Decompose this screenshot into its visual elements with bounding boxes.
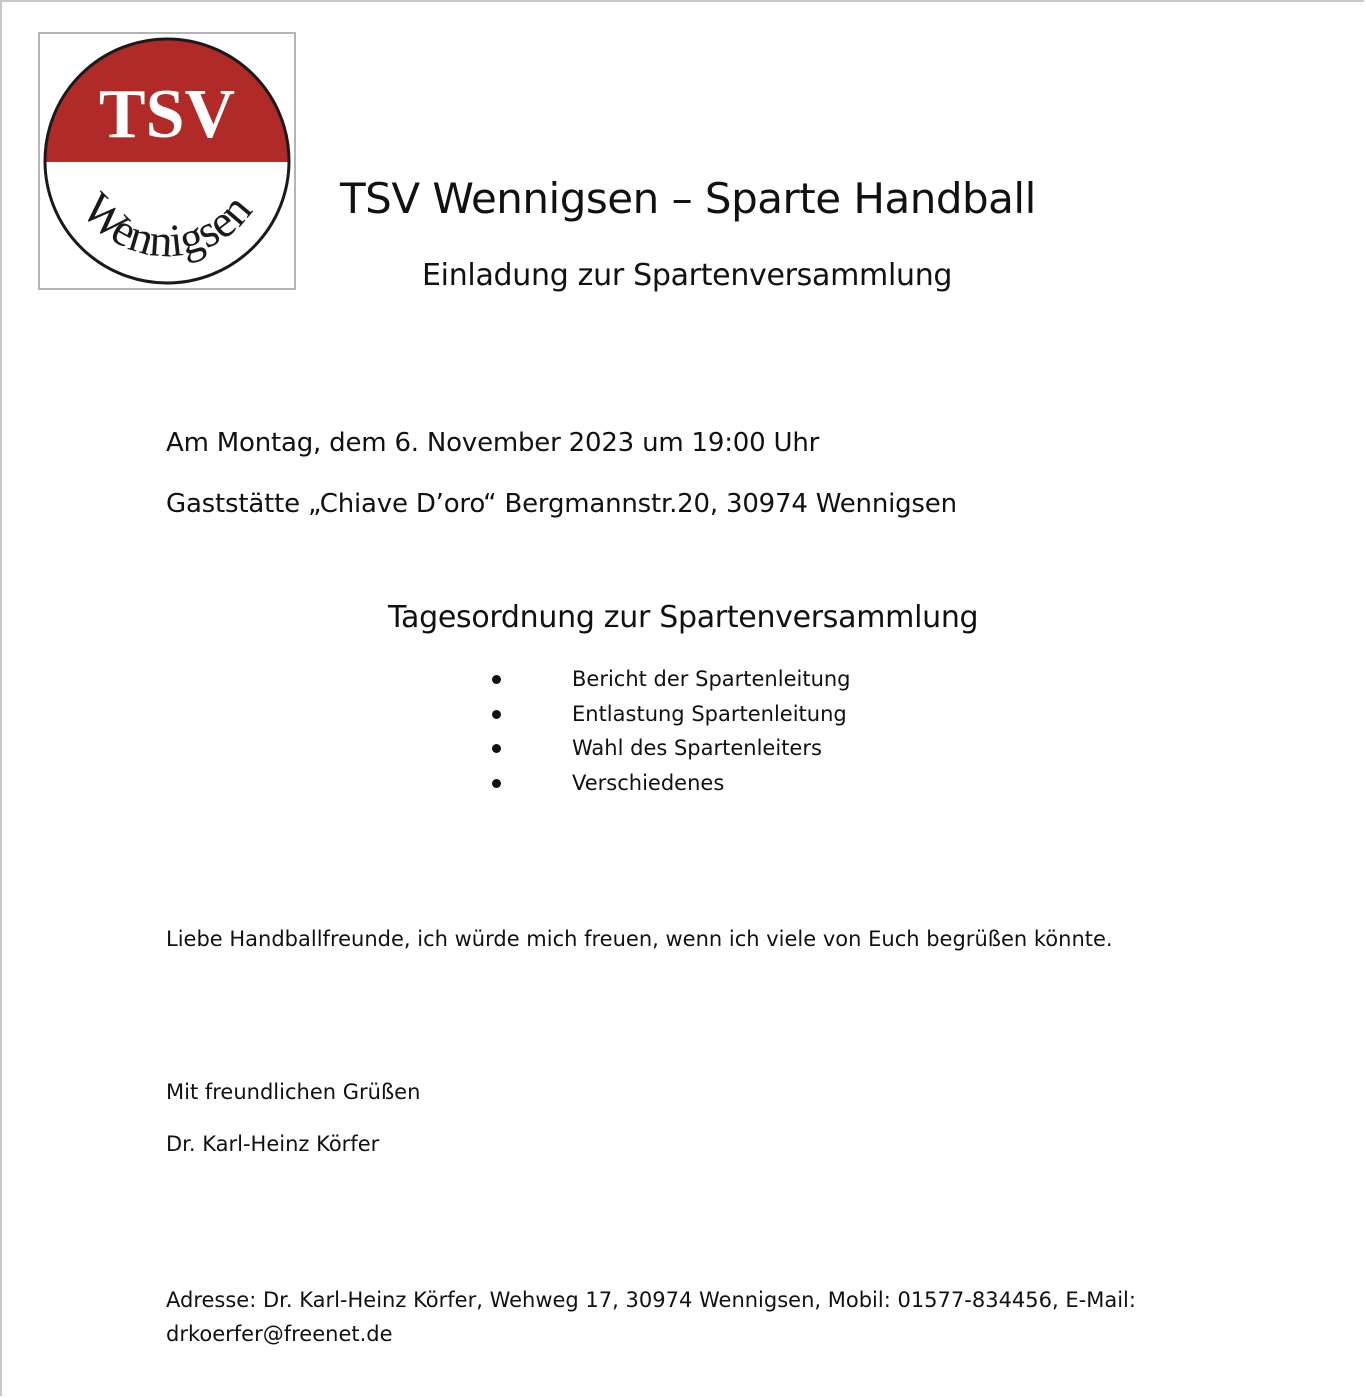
closing-salutation: Mit freundlichen Grüßen xyxy=(166,1080,421,1104)
agenda-item-text: Verschiedenes xyxy=(572,770,725,795)
agenda-item-text: Bericht der Spartenleitung xyxy=(572,667,851,691)
address-line: Adresse: Dr. Karl-Heinz Körfer, Wehweg 17, 30974 Wennigsen, Mobil: 01577-834456, E-Mail: xyxy=(166,1288,1136,1312)
document-subtitle: Einladung zur Spartenversammlung xyxy=(422,258,953,293)
bullet-icon xyxy=(492,744,501,753)
agenda-item-text: Wahl des Spartenleiters xyxy=(572,736,822,761)
email-address: drkoerfer@freenet.de xyxy=(166,1322,393,1346)
club-logo xyxy=(38,32,296,290)
document-title: TSV Wennigsen – Sparte Handball xyxy=(340,174,1036,223)
bullet-icon xyxy=(492,779,501,788)
greeting-text: Liebe Handballfreunde, ich würde mich freuen, wenn ich viele von Euch begrüßen könnte. xyxy=(166,927,1113,951)
logo-top-text: TSV xyxy=(98,76,236,153)
footer-address xyxy=(166,1283,1166,1351)
event-location: Gaststätte „Chiave D’oro“ Bergmannstr.20, 30974 Wennigsen xyxy=(166,489,957,519)
bullet-icon xyxy=(492,710,501,719)
club-logo-emblem xyxy=(40,34,294,288)
logo-bottom-text: Wennigsen xyxy=(72,182,262,267)
bullet-icon xyxy=(492,675,501,684)
signature-name: Dr. Karl-Heinz Körfer xyxy=(166,1132,380,1156)
agenda-item-text: Entlastung Spartenleitung xyxy=(572,701,847,726)
event-date: Am Montag, dem 6. November 2023 um 19:00 Uhr xyxy=(166,428,820,458)
agenda-heading: Tagesordnung zur Spartenversammlung xyxy=(388,600,979,635)
